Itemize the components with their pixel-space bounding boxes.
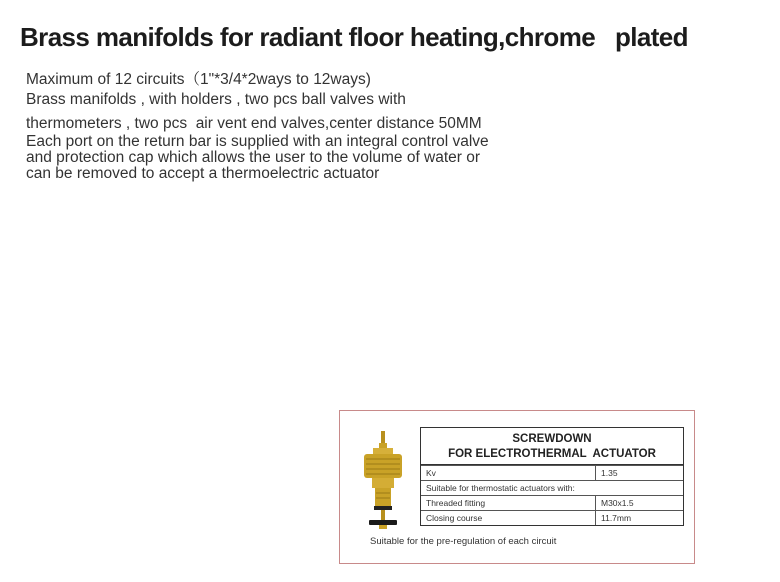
spec-row-value: 1.35 — [601, 468, 618, 478]
spec-row-actuators — [421, 480, 683, 495]
spec-row-label: Kv — [421, 466, 596, 480]
description-line-4: Each port on the return bar is supplied with an integral control valve — [26, 133, 489, 150]
description-line-5: and protection cap which allows the user to the volume of water or — [26, 149, 481, 166]
description-line-3: thermometers , two pcs air vent end valves,center distance 50MM — [26, 115, 482, 132]
spec-row-closing-course — [421, 510, 683, 525]
spec-table — [420, 427, 684, 526]
page-title: Brass manifolds for radiant floor heating,chrome plated — [20, 22, 688, 52]
description-line-1: Maximum of 12 circuits（1"*3/4*2ways to 12ways) — [26, 71, 371, 88]
spec-table-header — [421, 428, 683, 465]
spec-row-value: 11.7mm — [601, 513, 632, 523]
product-description — [26, 70, 626, 182]
description-line-6: can be removed to accept a thermoelectric actuator — [26, 165, 380, 182]
brass-valve-insert-icon — [360, 431, 406, 531]
spec-row-threaded-fitting — [421, 495, 683, 510]
spec-row-label: Threaded fitting — [421, 496, 596, 510]
spec-row-label: Closing course — [421, 511, 596, 525]
spec-note: Suitable for the pre-regulation of each circuit — [370, 536, 557, 547]
description-line-2: Brass manifolds , with holders , two pcs ball valves with — [26, 91, 406, 108]
spec-row-value: M30x1.5 — [601, 498, 634, 508]
spec-header-line-2: FOR ELECTROTHERMAL ACTUATOR — [448, 448, 656, 460]
spec-row-kv — [421, 465, 683, 480]
spec-row-label: Suitable for thermostatic actuators with: — [426, 483, 575, 493]
spec-card — [339, 410, 695, 564]
spec-header-line-1: SCREWDOWN — [512, 433, 592, 445]
